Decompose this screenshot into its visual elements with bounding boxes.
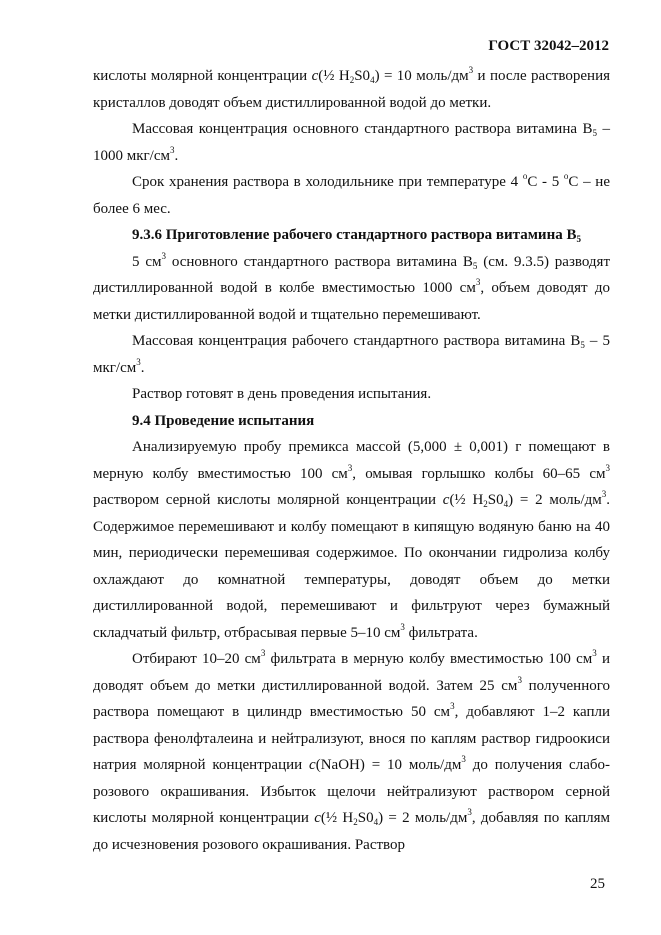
- document-header: ГОСТ 32042–2012: [488, 38, 609, 54]
- paragraph-working-solution: 5 $см^3$ основного стандартного раствора витамина $В_5$ (см. 9.3.5) разводят дистиллированной водой в колбе вместимостью 1000 $см^3$, объем доводят до метки дистиллированной водой и тщательно перемешивают.: [93, 250, 611, 323]
- paragraph-continuation: кислоты молярной концентрации с(½ $H_2S0_4) = 10$ моль/$дм^3$ и после растворения кристаллов доводят объем дистиллированной водой до метки.: [93, 65, 611, 111]
- section-heading-9-4: 9.4 Проведение испытания: [132, 412, 315, 429]
- paragraph-sample-prep: Анализируемую пробу премикса массой (5,000 ± 0,001) г помещают в мерную колбу вместимостью 100 $см^3$, омывая горлышко колбы 60–65 $см^3$ раствором серной кислоты молярной концентрации с(½ $H_2S0_4) = 2$ моль/$дм^3$. Содержимое перемешивают и колбу помещают в кипящую водяную баню на 40 мин, периодически перемешивая содержимое. По окончании гидролиза колбу охлаждают до комнатной температуры, доводят объем до метки дистиллированной водой, перемешивают и фильтруют через бумажный складчатый фильтр, отбрасывая первые 5–10 $см^3$ фильтрата.: [93, 439, 611, 641]
- document-body: [93, 63, 610, 858]
- section-heading-9-3-6: 9.3.6 Приготовление рабочего стандартного раствора витамина $В_5$: [132, 227, 581, 244]
- paragraph-working-concentration: Массовая концентрация рабочего стандартного раствора витамина $В_5 - 5$ мкг/$см^3$.: [93, 333, 610, 376]
- page-number: 25: [590, 876, 605, 892]
- paragraph-prepare-day: Раствор готовят в день проведения испытания.: [132, 386, 432, 402]
- paragraph-filtrate: Отбирают 10–20 $см^3$ фильтрата в мерную колбу вместимостью 100 $см^3$ и доводят объем до метки дистиллированной водой. Затем 25 $см^3$ полученного раствора помещают в цилиндр вместимостью 50 $см^3$, добавляют 1–2 капли раствора фенолфталеина и нейтрализуют, внося по каплям раствор гидроокиси натрия молярной концентрации с(NaOH) = 10 моль/$дм^3$ до получения слабо-розового окрашивания. Избыток щелочи нейтрализуют раствором серной кислоты молярной концентрации с(½ $H_2S0_4) = 2$ моль/$дм^3$, добавляя по каплям до исчезновения розового окрашивания. Раствор: [93, 648, 611, 853]
- paragraph-main-concentration: Массовая концентрация основного стандартного раствора витамина $В_5 - 1000$ мкг/$см^3$.: [93, 121, 611, 164]
- paragraph-storage: Срок хранения раствора в холодильнике при температуре 4 $^о$С - 5 $^о$С – не более 6 мес.: [93, 171, 610, 217]
